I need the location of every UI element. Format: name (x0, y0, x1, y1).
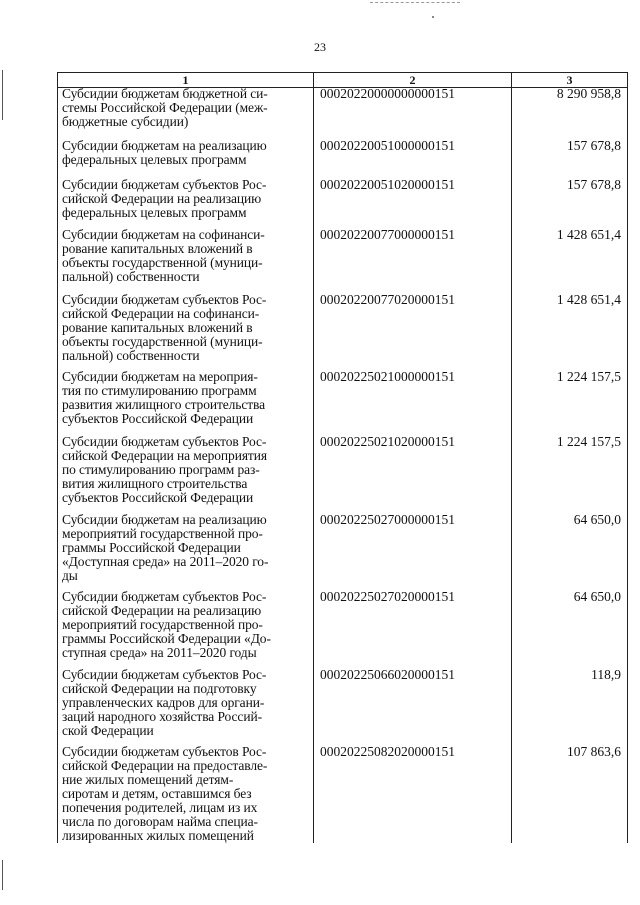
row-code: 00020220077000000151 (320, 227, 455, 242)
row-description: Субсидии бюджетам на софинанси- рование капитальных вложений в объекты государственной (муници- пальной) собственности (62, 227, 265, 284)
row-amount: 118,9 (591, 667, 621, 682)
header-col-1: 1 (182, 73, 189, 87)
row-amount: 1 428 651,4 (556, 227, 621, 242)
column-divider (313, 73, 314, 843)
row-code: 00020225021020000151 (320, 434, 455, 449)
row-description: Субсидии бюджетам субъектов Рос- сийской Федерации на подготовку управленческих кадров для органи- заций народного хозяйства Россий- ской Федерации (62, 667, 267, 738)
row-description: Субсидии бюджетам субъектов Рос- сийской Федерации на софинанси- рование капитальных вложений в объекты государственной (муници- пальной) собственности (62, 292, 267, 363)
row-amount: 157 678,8 (567, 138, 621, 153)
row-amount: 107 863,6 (567, 744, 621, 759)
row-amount: 8 290 958,8 (556, 86, 621, 101)
row-description: Субсидии бюджетам на реализацию федеральных целевых программ (62, 138, 267, 167)
budget-table (57, 72, 628, 843)
row-amount: 157 678,8 (567, 177, 621, 192)
row-amount: 1 224 157,5 (556, 369, 621, 384)
row-description: Субсидии бюджетам субъектов Рос- сийской Федерации на мероприятия по стимулированию программ раз- вития жилищного строительства субъектов Российской Федерации (62, 434, 267, 505)
row-description: Субсидии бюджетам субъектов Рос- сийской Федерации на реализацию мероприятий государственной про- граммы Российской Федерации «До- ступная среда» на 2011–2020 годы (62, 589, 271, 660)
row-code: 00020225027000000151 (320, 512, 455, 527)
row-code: 00020225082020000151 (320, 744, 455, 759)
row-description: Субсидии бюджетам субъектов Рос- сийской Федерации на реализацию федеральных целевых программ (62, 177, 267, 220)
scan-edge-mark (2, 860, 3, 890)
row-code: 00020225021000000151 (320, 369, 455, 384)
row-amount: 1 224 157,5 (556, 434, 621, 449)
row-description: Субсидии бюджетам на мероприя- тия по стимулированию программ развития жилищного строительства субъектов Российской Федерации (62, 369, 266, 426)
row-code: 00020225027020000151 (320, 589, 455, 604)
row-amount: 64 650,0 (573, 512, 621, 527)
row-description: Субсидии бюджетам субъектов Рос- сийской Федерации на предоставле- ние жилых помещений детям- сиротам и детям, оставшимся без попечения родителей, лицам из их числа по договорам найма специа- лизированных жилых помещений (62, 744, 268, 843)
row-amount: 1 428 651,4 (556, 292, 621, 307)
row-description: Субсидии бюджетам бюджетной си- стемы Российской Федерации (меж- бюджетные субсидии) (62, 86, 268, 129)
row-description: Субсидии бюджетам на реализацию мероприятий государственной про- граммы Российской Федерации «Доступная среда» на 2011–2020 го- ды (62, 512, 269, 583)
scan-edge-mark (2, 70, 3, 120)
page-number: 23 (314, 40, 326, 54)
header-col-3: 3 (566, 73, 573, 87)
column-divider (511, 73, 512, 843)
row-code: 00020220000000000151 (320, 86, 455, 101)
scan-mark-dashes (370, 2, 460, 3)
row-amount: 64 650,0 (573, 589, 621, 604)
header-col-2: 2 (409, 73, 416, 87)
row-code: 00020220051000000151 (320, 138, 455, 153)
row-code: 00020220077020000151 (320, 292, 455, 307)
row-code: 00020220051020000151 (320, 177, 455, 192)
row-code: 00020225066020000151 (320, 667, 455, 682)
scan-mark-dot (432, 16, 434, 18)
